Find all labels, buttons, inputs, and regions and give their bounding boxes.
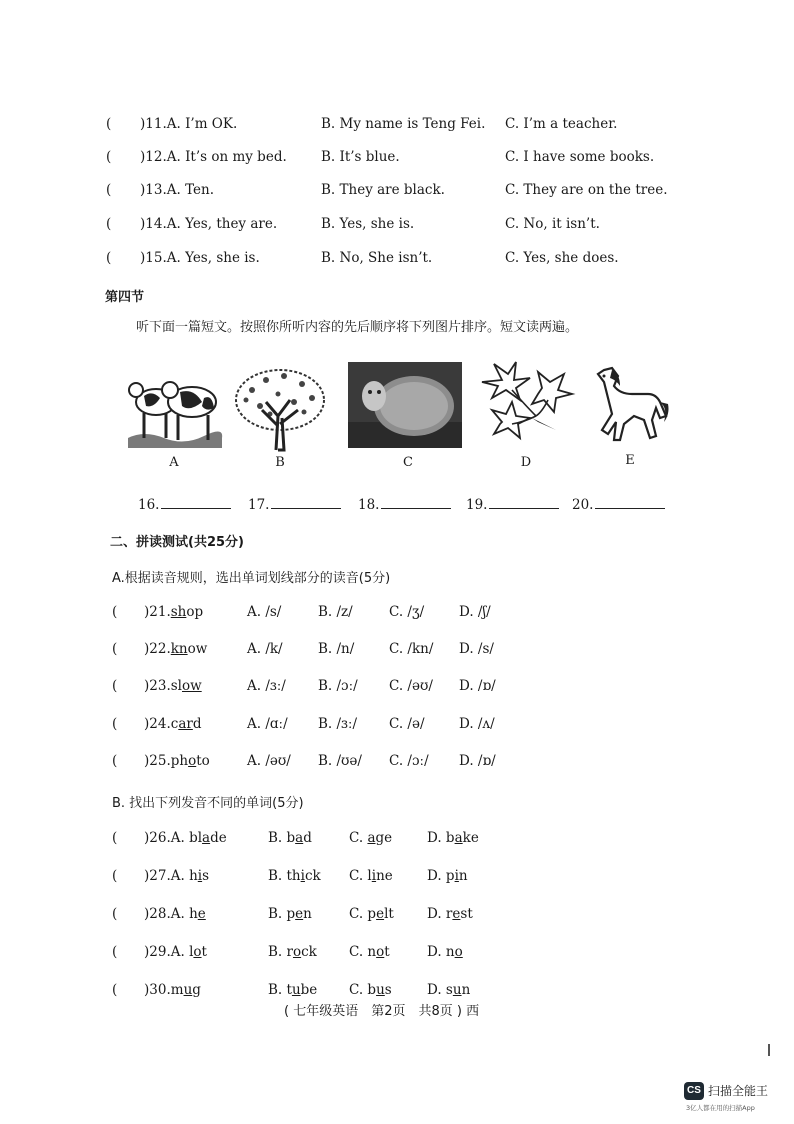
question-word: [144, 641, 207, 657]
picture-label-e: E: [625, 453, 635, 468]
section4-title: 第四节: [105, 290, 145, 305]
word-part: C. l: [349, 868, 372, 884]
horse-icon: [590, 364, 670, 444]
word-part: ne: [376, 868, 393, 884]
cows-icon: [124, 368, 224, 450]
answer-paren: (: [112, 604, 118, 620]
underlined-letters: o: [188, 753, 197, 769]
option-d: D. /s/: [459, 641, 494, 657]
answer-paren: (: [112, 868, 118, 884]
word-part: ph: [170, 753, 189, 769]
underlined-letter: o: [193, 944, 202, 960]
word-part: be: [300, 982, 318, 998]
question-number: )30.: [144, 982, 171, 998]
underlined-letters: sh: [170, 604, 187, 620]
underlined-letters: kn: [170, 641, 188, 657]
option-b: B. It’s blue.: [321, 149, 400, 165]
camscanner-logo: CS: [684, 1082, 704, 1100]
word-part: C.: [349, 830, 368, 846]
picture-label-c: C: [403, 455, 413, 470]
question-word: [144, 678, 202, 694]
option-d: D. /ɒ/: [459, 753, 496, 769]
question-number: )14.: [140, 216, 167, 232]
word-part: n: [461, 982, 471, 998]
underlined-letter: u: [183, 982, 193, 998]
question-number: )23.: [144, 678, 171, 694]
option-a: [144, 982, 201, 998]
option-c: C. They are on the tree.: [505, 182, 668, 198]
question-number-and-option-a: [140, 216, 277, 232]
option-a: [144, 906, 206, 922]
option-a: A. /k/: [247, 641, 283, 657]
blank-line: [271, 507, 341, 509]
underlined-letters: ow: [182, 678, 202, 694]
part2b-title: B. 找出下列发音不同的单词(5分): [112, 796, 304, 811]
question-number: )15.: [140, 250, 167, 266]
word-part: sl: [170, 678, 182, 694]
option-b: B. /ʊə/: [318, 753, 362, 769]
option-a: A. /əʊ/: [247, 753, 291, 769]
option-a: [144, 830, 227, 846]
underlined-letter: u: [291, 982, 301, 998]
question-number: )22.: [144, 641, 171, 657]
question-word: [144, 753, 210, 769]
question-number: )27.: [144, 868, 171, 884]
option-c: [349, 944, 390, 960]
part2a-title: A.根据读音规则，选出单词划线部分的读音(5分): [112, 571, 391, 586]
word-part: m: [170, 982, 184, 998]
answer-paren: (: [106, 250, 112, 266]
underlined-letter: o: [454, 944, 463, 960]
word-part: C. n: [349, 944, 377, 960]
blank-line: [595, 507, 665, 509]
question-number: )21.: [144, 604, 171, 620]
blank-number: 18.: [358, 497, 380, 513]
option-d: D. /ɒ/: [459, 678, 496, 694]
option-b: [268, 944, 317, 960]
word-part: s: [202, 868, 210, 884]
answer-blank: [358, 497, 451, 513]
question-number: )13.: [140, 182, 167, 198]
option-c: C. I have some books.: [505, 149, 655, 165]
option-b: B. Yes, she is.: [321, 216, 415, 232]
scan-edge-mark: [768, 1044, 770, 1056]
question-number: )28.: [144, 906, 171, 922]
answer-blank: [466, 497, 559, 513]
option-c: [349, 868, 393, 884]
question-number-and-option-a: [140, 182, 214, 198]
option-c: C. I’m a teacher.: [505, 116, 618, 132]
underlined-letter: e: [295, 906, 304, 922]
answer-paren: (: [112, 641, 118, 657]
answer-paren: (: [106, 149, 112, 165]
option-a: A. It’s on my bed.: [166, 149, 287, 165]
word-part: t: [201, 944, 207, 960]
option-a: A. Yes, they are.: [166, 216, 278, 232]
blank-line: [161, 507, 231, 509]
word-part: B. th: [268, 868, 301, 884]
option-d: [427, 982, 470, 998]
word-part: de: [210, 830, 227, 846]
option-c: C. /ɔː/: [389, 753, 429, 769]
part2-title: 二、拼读测试(共25分): [110, 535, 244, 550]
underlined-letters: ar: [178, 716, 193, 732]
word-part: t: [384, 944, 390, 960]
word-part: c: [170, 716, 179, 732]
underlined-letter: i: [371, 868, 377, 884]
underlined-letter: e: [452, 906, 461, 922]
sheep-icon: [348, 362, 462, 448]
word-part: ow: [187, 641, 208, 657]
underlined-letter: o: [292, 944, 302, 960]
option-b: [268, 830, 312, 846]
option-c: C. No, it isn’t.: [505, 216, 600, 232]
option-b: [268, 982, 317, 998]
underlined-letter: i: [197, 868, 203, 884]
answer-paren: (: [112, 906, 118, 922]
blank-number: 16.: [138, 497, 160, 513]
word-part: A. h: [170, 868, 198, 884]
option-c: [349, 830, 392, 846]
option-c: C. /kn/: [389, 641, 434, 657]
tree-icon: [232, 366, 328, 452]
option-a: A. /ɜː/: [247, 678, 286, 694]
underlined-letter: a: [454, 830, 463, 846]
option-d: D. /ʃ/: [459, 604, 491, 620]
answer-paren: (: [112, 944, 118, 960]
word-part: st: [460, 906, 473, 922]
word-part: B. t: [268, 982, 292, 998]
option-d: [427, 906, 473, 922]
question-number-and-option-a: [140, 250, 260, 266]
word-part: B. p: [268, 906, 296, 922]
blank-line: [489, 507, 559, 509]
word-part: A. l: [170, 944, 194, 960]
camscanner-name: 扫描全能王: [708, 1084, 769, 1098]
word-part: B. r: [268, 944, 293, 960]
word-part: ck: [301, 944, 317, 960]
answer-blank: [138, 497, 231, 513]
option-b: B. No, She isn’t.: [321, 250, 433, 266]
answer-paren: (: [106, 182, 112, 198]
underlined-letter: i: [454, 868, 459, 884]
underlined-letter: u: [376, 982, 385, 998]
question-number: )29.: [144, 944, 171, 960]
question-number: )26.: [144, 830, 171, 846]
option-a: A. Yes, she is.: [166, 250, 260, 266]
answer-paren: (: [106, 216, 112, 232]
word-part: n: [458, 868, 468, 884]
option-a: A. /s/: [247, 604, 282, 620]
option-c: [349, 982, 392, 998]
word-part: to: [196, 753, 210, 769]
word-part: D. r: [427, 906, 453, 922]
option-c: C. Yes, she does.: [505, 250, 619, 266]
word-part: D. b: [427, 830, 455, 846]
option-d: [427, 944, 463, 960]
option-b: B. /z/: [318, 604, 353, 620]
underlined-letter: u: [452, 982, 462, 998]
page-footer: ( 七年级英语 第2页 共8页 ) 西: [284, 1004, 480, 1019]
word-part: n: [303, 906, 312, 922]
word-part: op: [186, 604, 204, 620]
question-number-and-option-a: [140, 116, 237, 132]
answer-paren: (: [112, 982, 118, 998]
picture-label-b: B: [275, 455, 285, 470]
answer-blank: [248, 497, 341, 513]
option-c: C. /ʒ/: [389, 604, 425, 620]
question-word: [144, 604, 203, 620]
option-c: [349, 906, 394, 922]
word-part: ge: [375, 830, 393, 846]
answer-paren: (: [106, 116, 112, 132]
option-b: B. My name is Teng Fei.: [321, 116, 486, 132]
option-d: [427, 830, 479, 846]
blank-line: [381, 507, 451, 509]
question-number: )25.: [144, 753, 171, 769]
word-part: D. n: [427, 944, 455, 960]
option-a: A. /ɑː/: [247, 716, 288, 732]
picture-label-d: D: [520, 455, 532, 470]
word-part: C. b: [349, 982, 377, 998]
option-b: [268, 868, 321, 884]
option-b: B. They are black.: [321, 182, 445, 198]
word-part: C. p: [349, 906, 377, 922]
word-part: lt: [384, 906, 394, 922]
answer-paren: (: [112, 753, 118, 769]
blank-number: 19.: [466, 497, 488, 513]
word-part: D. s: [427, 982, 453, 998]
option-a: [144, 868, 209, 884]
option-b: B. /ɔː/: [318, 678, 358, 694]
option-d: D. /ʌ/: [459, 716, 495, 732]
option-a: A. I’m OK.: [166, 116, 238, 132]
option-b: B. /ɜː/: [318, 716, 358, 732]
underlined-letter: i: [300, 868, 305, 884]
word-part: B. b: [268, 830, 296, 846]
word-part: ke: [462, 830, 479, 846]
underlined-letter: a: [202, 830, 211, 846]
word-part: D. p: [427, 868, 455, 884]
picture-label-a: A: [169, 455, 179, 470]
camscanner-tagline: 3亿人都在用的扫描App: [686, 1104, 755, 1112]
word-part: A. h: [170, 906, 198, 922]
underlined-letter: e: [376, 906, 385, 922]
option-a: A. Ten.: [166, 182, 215, 198]
section4-instruction: 听下面一篇短文。按照你所听内容的先后顺序将下列图片排序。短文读两遍。: [136, 320, 579, 335]
underlined-letter: a: [295, 830, 304, 846]
word-part: A. bl: [170, 830, 203, 846]
underlined-letter: o: [376, 944, 385, 960]
blank-number: 17.: [248, 497, 270, 513]
underlined-letter: a: [367, 830, 376, 846]
underlined-letter: e: [197, 906, 206, 922]
word-part: d: [192, 716, 202, 732]
answer-paren: (: [112, 678, 118, 694]
question-number-and-option-a: [140, 149, 287, 165]
option-a: [144, 944, 207, 960]
option-b: B. /n/: [318, 641, 355, 657]
word-part: s: [384, 982, 392, 998]
word-part: g: [192, 982, 201, 998]
word-part: d: [303, 830, 312, 846]
flowers-icon: [472, 360, 576, 444]
answer-blank: [572, 497, 665, 513]
question-word: [144, 716, 201, 732]
blank-number: 20.: [572, 497, 594, 513]
answer-paren: (: [112, 716, 118, 732]
option-d: [427, 868, 468, 884]
answer-paren: (: [112, 830, 118, 846]
question-number: )11.: [140, 116, 167, 132]
option-b: [268, 906, 312, 922]
question-number: )12.: [140, 149, 167, 165]
option-c: C. /ə/: [389, 716, 425, 732]
word-part: ck: [304, 868, 321, 884]
option-c: C. /əʊ/: [389, 678, 433, 694]
question-number: )24.: [144, 716, 171, 732]
